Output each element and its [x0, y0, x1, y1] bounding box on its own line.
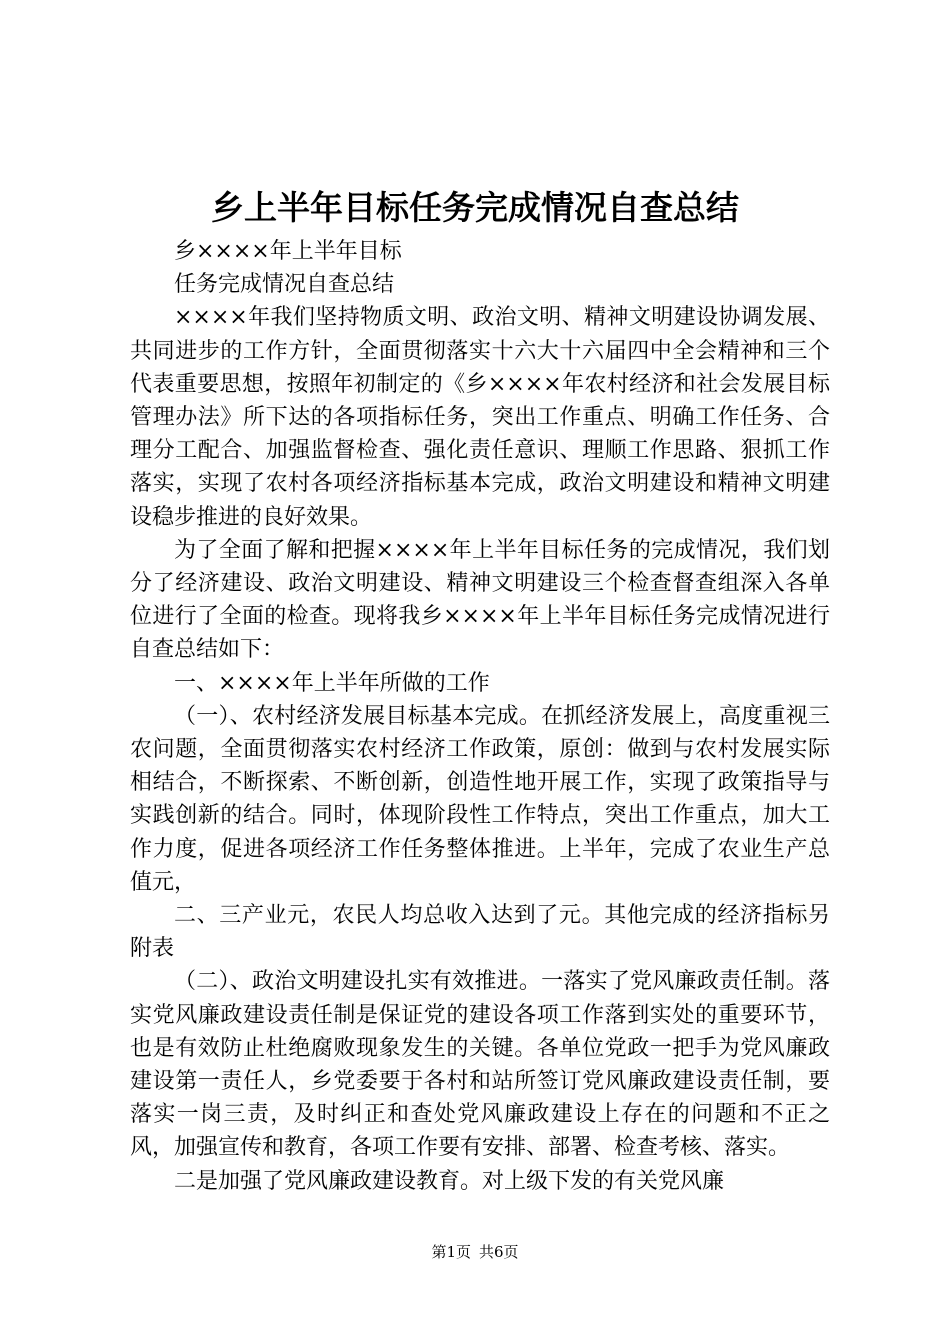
paragraph-inspection: 为了全面了解和把握××××年上半年目标任务的完成情况，我们划分了经济建设、政治文明建设、精神文明建设三个检查督查组深入各单位进行了全面的检查。现将我乡××××年上半年目标任务完成情况进行自查总结如下： — [130, 537, 830, 663]
paragraph-political: （二）、政治文明建设扎实有效推进。一落实了党风廉政责任制。落实党风廉政建设责任制是保证党的建设各项工作落到实处的重要环节，也是有效防止杜绝腐败现象发生的关键。各单位党政一把手为党风廉政建设第一责任人，乡党委要于各村和站所签订党风廉政建设责任制，要落实一岗三责，及时纠正和查处党风廉政建设上存在的问题和不正之风，加强宣传和教育，各项工作要有安排、部署、检查考核、落实。 — [130, 969, 830, 1161]
page-number-total: 共6页 — [479, 1243, 519, 1261]
document-body — [130, 235, 830, 1198]
paragraph-education: 二是加强了党风廉政建设教育。对上级下发的有关党风廉 — [174, 1168, 725, 1194]
paragraph-subtitle-line-1: 乡××××年上半年目标 — [174, 239, 402, 264]
paragraph-intro: ××××年我们坚持物质文明、政治文明、精神文明建设协调发展、共同进步的工作方针，全面贯彻落实十六大十六届四中全会精神和三个代表重要思想，按照年初制定的《乡××××年农村经济和社会发展目标管理办法》所下达的各项指标任务，突出工作重点、明确工作任务、合理分工配合、加强监督检查、强化责任意识、理顺工作思路、狠抓工作落实，实现了农村各项经济指标基本完成，政治文明建设和精神文明建设稳步推进的良好效果。 — [130, 305, 830, 530]
paragraph-subtitle-line-2: 任务完成情况自查总结 — [174, 272, 395, 298]
paragraph-economy-continued: 二、三产业元，农民人均总收入达到了元。其他完成的经济指标另附表 — [130, 903, 830, 962]
page-footer — [0, 1241, 950, 1263]
section-heading-work-done: 一、××××年上半年所做的工作 — [174, 670, 490, 696]
paragraph-economy: （一）、农村经济发展目标基本完成。在抓经济发展上，高度重视三农问题，全面贯彻落实农村经济工作政策，原创：做到与农村发展实际相结合，不断探索、不断创新，创造性地开展工作，实现了政策指导与实践创新的结合。同时，体现阶段性工作特点，突出工作重点，加大工作力度，促进各项经济工作任务整体推进。上半年，完成了农业生产总值元， — [130, 703, 830, 895]
document-title: 乡上半年目标任务完成情况自查总结 — [211, 188, 739, 227]
page-number-current: 第1页 — [431, 1243, 471, 1261]
